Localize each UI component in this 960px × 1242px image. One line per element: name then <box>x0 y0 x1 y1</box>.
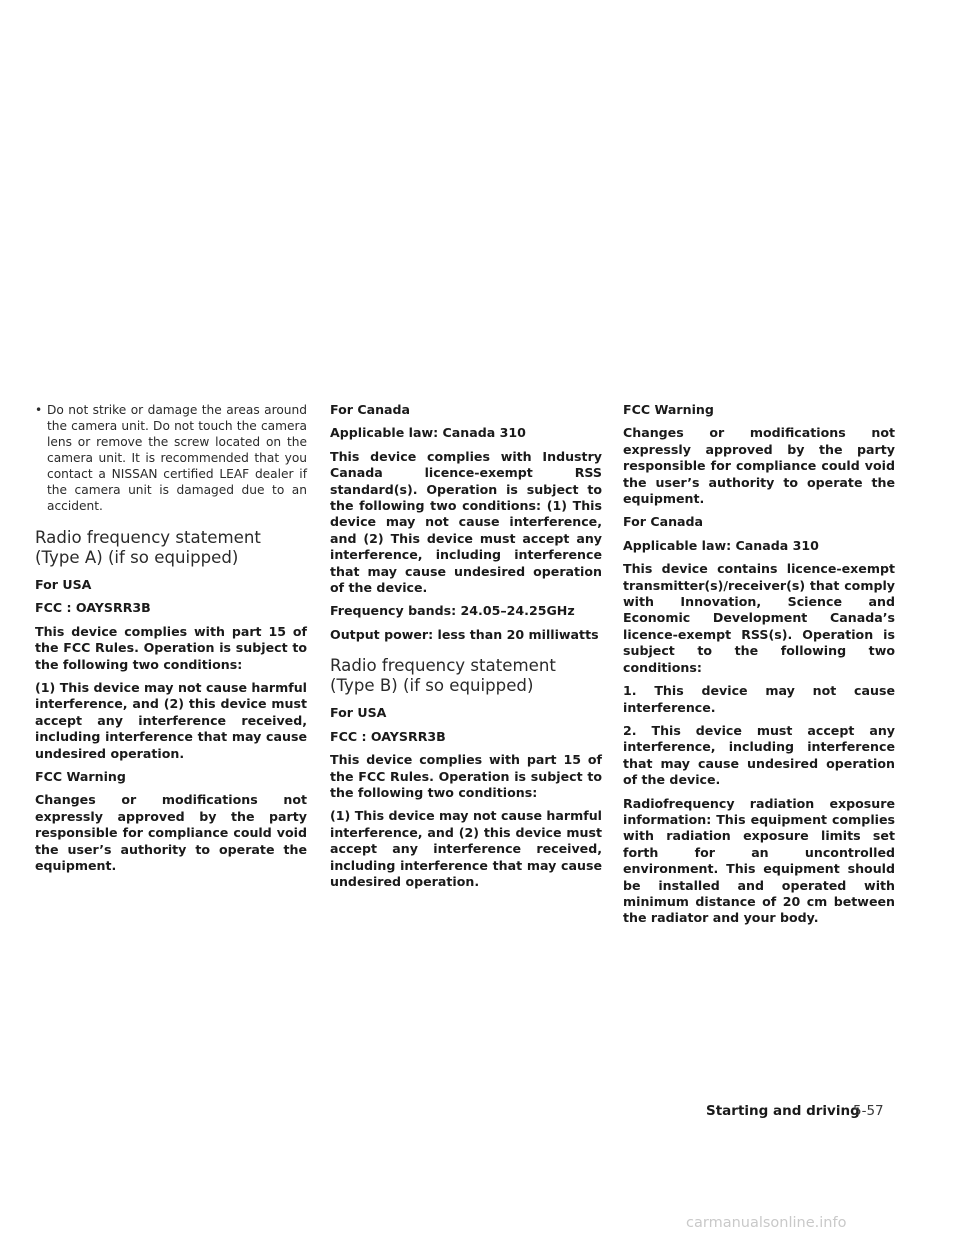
paragraph: This device complies with part 15 of the FCC Rules. Operation is subject to the following two conditions: <box>330 752 602 800</box>
paragraph: Changes or modifications not expressly approved by the party responsible for compliance could void the user’s authority to operate the equipment. <box>35 792 307 874</box>
paragraph: This device complies with Industry Canada licence-exempt RSS standard(s). Operation is subject to the following two conditions: (1) This device may not cause interference, and (2) This device must accept any interference, including interference that may cause undesired operation of the device. <box>330 448 602 596</box>
paragraph: Changes or modifications not expressly approved by the party responsible for compliance could void the user’s authority to operate the equipment. <box>623 425 895 507</box>
paragraph: This device complies with part 15 of the FCC Rules. Operation is subject to the following two conditions: <box>35 623 307 672</box>
footer-section-title: Starting and driving <box>706 1103 860 1119</box>
bullet-item <box>35 402 307 514</box>
paragraph: FCC : OAYSRR3B <box>35 600 151 616</box>
paragraph: For Canada <box>623 514 704 530</box>
paragraph: Applicable law: Canada 310 <box>623 537 819 553</box>
column-1 <box>35 402 307 882</box>
bullet-marker: • <box>35 403 43 417</box>
paragraph: FCC Warning <box>35 769 126 785</box>
page-footer <box>700 1101 920 1121</box>
section-heading-type-a: Radio frequency statement (Type A) (if so equipped) <box>35 528 261 567</box>
paragraph: For USA <box>35 577 92 592</box>
paragraph: (1) This device may not cause harmful interference, and (2) this device must accept any interference received, including interference that may cause undesired operation. <box>330 808 602 889</box>
paragraph: Frequency bands: 24.05–24.25GHz <box>330 603 575 619</box>
paragraph: 2. This device must accept any interference, including interference that may cause undesired operation of the device. <box>623 722 895 788</box>
paragraph: Applicable law: Canada 310 <box>330 425 526 441</box>
paragraph: (1) This device may not cause harmful interference, and (2) this device must accept any interference received, including interference that may cause undesired operation. <box>35 680 307 761</box>
column-2 <box>330 402 602 897</box>
paragraph: Radiofrequency radiation exposure information: This equipment complies with radiation exposure limits set forth for an uncontrolled environment. This equipment should be installed and operated with minimum distance of 20 cm between the radiator and your body. <box>623 795 895 926</box>
page-number: 5-57 <box>853 1103 884 1119</box>
section-heading-type-b: Radio frequency statement (Type B) (if so equipped) <box>330 656 556 695</box>
bullet-text: Do not strike or damage the areas around the camera unit. Do not touch the camera lens or remove the screw located on the camera unit. It is recommended that you contact a NISSAN certified LEAF dealer if the camera unit is damaged due to an accident. <box>47 403 307 513</box>
paragraph: For USA <box>330 705 387 721</box>
paragraph: For Canada <box>330 402 411 417</box>
paragraph: FCC : OAYSRR3B <box>330 728 446 744</box>
paragraph: Output power: less than 20 milliwatts <box>330 626 599 642</box>
column-3 <box>623 402 895 934</box>
paragraph: This device contains licence-exempt transmitter(s)/receiver(s) that comply with Innovation, Science and Economic Development Canada’s licence-exempt RSS(s). Operation is subject to the following two conditions: <box>623 561 895 675</box>
paragraph: 1. This device may not cause interference. <box>623 683 895 715</box>
paragraph: FCC Warning <box>623 402 714 417</box>
watermark: carmanualsonline.info <box>686 1215 847 1231</box>
